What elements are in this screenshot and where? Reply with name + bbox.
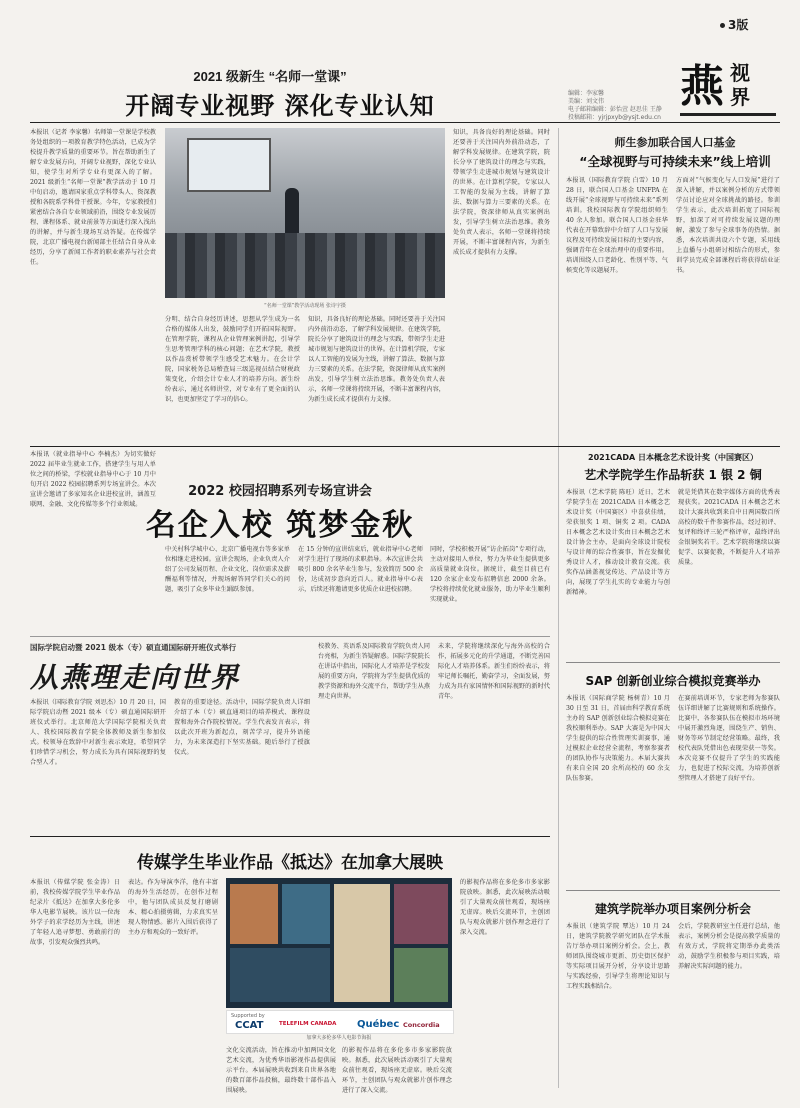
article3-kicker: 2021CADA 日本概念艺术设计奖（中国赛区） bbox=[588, 453, 758, 462]
article7-col5: 的影视作品将在多伦多市多家影院放映。据悉，此次展映活动吸引了大量观众前往观看，现场座无虚席。映后交流环节，主创团队与观众就影片创作理念进行了深入交流。 bbox=[460, 879, 550, 936]
poster-tile-4 bbox=[394, 884, 448, 944]
article8-col1: 本报讯（建筑学院 覃达）10 月 24 日，建筑学院教学研究团队在学术报告厅举办项目案例分析会。会上，教师团队围绕城市更新、历史街区保护等实际项目展开分析，分享设计思路与实践经验，引导学生将理论知识与工程实践相结合。 bbox=[566, 923, 670, 990]
poster-tile-3 bbox=[334, 884, 390, 1002]
lower-rule bbox=[30, 836, 550, 837]
email-line: 电子邮箱编辑：彭怡萱 赵思佳 王静 bbox=[568, 106, 662, 113]
article2-col1: 本报讯（国际教育学院 白雪）10 月 28 日，联合国人口基金 UNFPA 在线开展“全球视野与可持续未来”系列培训。我校国际教育学院组织师生 40 余人参加。联合国人口基金驻华代表在开幕致辞中介绍了人口与发展议程及可持续发展目标的主要内容，强调青年在全球治理中的重要作用。培训围绕人口老龄化、性别平等、气候变化等议题展开。 bbox=[566, 177, 668, 274]
right-column-divider bbox=[558, 128, 559, 1088]
editor-line: 编辑：李家馨 bbox=[568, 90, 605, 97]
article5-col4: 未来，学院将继续深化与海外高校的合作，拓展多元化的升学通道，不断完善国际化人才培养体系。新生们纷纷表示，将牢记师长嘱托，勤奋学习，全面发展，努力成为具有家国情怀和国际视野的新时代青年。 bbox=[438, 643, 550, 700]
masthead-char-2: 视 bbox=[730, 61, 750, 85]
article8-title: 建筑学院举办项目案例分析会 bbox=[594, 902, 751, 916]
article6-bottom-rule bbox=[566, 890, 780, 891]
article7-col4: 的影视作品将在多伦多市多家影院放映。据悉，此次展映活动吸引了大量观众前往观看，现场座无虚席。映后交流环节，主创团队与观众就影片创作理念进行了深入交流。 bbox=[342, 1047, 452, 1094]
mid-rule bbox=[30, 636, 550, 637]
poster-tile-2 bbox=[282, 884, 330, 944]
article3-col2: 就是凭借其在数字媒体方面的优秀表现获奖。2021CADA 日本概念艺术设计大赛共收到来自中日两国数百所高校的数千件参赛作品，经过初评、复评和终评三轮严格评审，最终评出金银铜奖若干。艺术学院将继续以赛促学、以赛促教，不断提升人才培养质量。 bbox=[678, 489, 780, 566]
sponsor-telefilm: TELEFILM CANADA bbox=[279, 1021, 337, 1027]
article6-kicker: SAP 创新创业综合模拟竞赛举办 bbox=[585, 674, 761, 688]
article6-col2: 在赛前培训环节，专家老师为参赛队伍详细讲解了比赛规则和系统操作。比赛中，各参赛队伍在模拟市场环境中展开激烈角逐，围绕生产、销售、财务等环节制定经营策略。最终，我校代表队凭借出色表现荣获一等奖。本次竞赛不仅提升了学生的实践能力，也促进了校际交流，为培养创新型管理人才搭建了良好平台。 bbox=[678, 695, 780, 782]
masthead-char-1: 燕 bbox=[680, 61, 724, 112]
article4-col2: 中关村科学城中心、北京广播电视台等多家单位相继走进校园。宣讲会现场，企业负责人介绍了公司发展历程、企业文化、岗位需求及薪酬福利等情况，并现场解答同学们关心的问题，吸引了众多毕业生踊跃参加。 bbox=[165, 546, 290, 593]
article2-title: “全球视野与可持续未来”线上培训 bbox=[579, 154, 771, 169]
masthead-char-3: 界 bbox=[730, 85, 750, 109]
article1-col3b: 知识，具备良好的理论基础。同时还要善于关注国内外前沿动态，了解学科发展规律。在建筑学院，院长分享了建筑设计的理念与实践，带领学生走进城市规划与建筑设计的世界。在计算机学院，专家以人工智能的发展为主线，讲解了算法、数据与算力三要素的关系。在法学院，资深律师从真实案例出发，引导学生树立法治思维。教务处负责人表示，名师一堂课将持续开展，不断丰富课程内容，为新生成长成才提供有力支撑。 bbox=[453, 129, 550, 256]
page-number: 3版 bbox=[720, 16, 748, 33]
article1-kicker: 2021 级新生 “名师一堂课” bbox=[193, 69, 347, 84]
article5-col1: 本报讯（国际教育学院 刘思杰）10 月 20 日，国际学院启动暨 2021 级本（专）硕直通国际研开班仪式举行。北京师范大学国际学院相关负责人、我校国际教育学院全体教师及新生参加仪式。校领导在致辞中对新生表示欢迎，希望同学们珍惜学习机会，努力成长为具有国际视野的复合型人才。 bbox=[30, 699, 166, 766]
poster-caption: 加拿大多伦多华人电影节海报 bbox=[306, 1035, 372, 1041]
article7-col1: 本报讯（传媒学院 张金涛）日前，我校传媒学院学生毕业作品纪录片《抵达》在加拿大多伦多华人电影节展映。该片以一位海外学子的求学经历为主线，讲述了年轻人追寻梦想、勇敢前行的故事，引发观众强烈共鸣。 bbox=[30, 879, 120, 946]
article1-col3: 知识，具备良好的理论基础。同时还要善于关注国内外前沿动态，了解学科发展规律。在建筑学院，院长分享了建筑设计的理念与实践，带领学生走进城市规划与建筑设计的世界。在计算机学院，专家以人工智能的发展为主线，讲解了算法、数据与算力三要素的关系。在法学院，资深律师从真实案例出发，引导学生树立法治思维。教务处负责人表示，名师一堂课将持续开展，不断丰富课程内容，为新生成长成才提供有力支撑。 bbox=[308, 316, 445, 403]
article7-col2: 表达。作为导演李洋，他有丰富的海外生活经历，在创作过程中，他与团队成员反复打磨剧本、精心拍摄剪辑，力求真实呈现人物情感。影片入围后获得了主办方和观众的一致好评。 bbox=[128, 879, 218, 936]
poster-tile-6 bbox=[394, 948, 448, 1002]
article6-col1: 本报讯（国际商学院 杨树青）10 月 30 日至 31 日，首届由科学教育系统主办的 SAP 创新创业综合模拟竞赛在我校顺利举办。SAP 大赛是为中国大学生提供的综合性管理实训赛事，通过模拟企业经营全流程，考察参赛者的团队协作与决策能力。本届大赛共有来自全国 20 余所高校的 60 余支队伍参赛。 bbox=[566, 695, 670, 782]
article2-col2: 方面对“气候变化与人口发展”进行了深入讲解，并以案例分析的方式带领学员讨论应对全球挑战的路径。参训学生表示，此次培训拓宽了国际视野，加深了对可持续发展议题的理解，激发了参与全球事务的热情。据悉，本次培训共设六个专题，采用线上直播与小组研讨相结合的形式，参训学员完成全部课程后将获得结业证书。 bbox=[676, 177, 780, 274]
editor-box bbox=[568, 90, 678, 122]
article4-kicker: 2022 校园招聘系列专场宣讲会 bbox=[188, 484, 372, 499]
header-rule bbox=[30, 122, 780, 123]
festival-poster bbox=[226, 878, 452, 1008]
article5-col3: 校教务、英语系及国际教育学院负责人同台亮相，为新生答疑解惑。国际学院院长在讲话中指出，国际化人才培养是学校发展的重要方向，学院将为学生提供优质的教学资源和海外交流平台，帮助学生从燕理走向世界。 bbox=[318, 643, 430, 700]
sponsor-ccat: CCAT bbox=[235, 1020, 264, 1031]
sponsor-concordia: Concordia bbox=[403, 1021, 440, 1029]
article5-col2: 教育的重要途径。活动中，国际学院负责人详细介绍了本（专）硕直通项目的培养模式、课程设置和海外合作院校情况。学生代表发言表示，将以此次开班为新起点，刻苦学习，提升外语能力，为未来深造打下坚实基础。随后举行了授旗仪式。 bbox=[174, 699, 310, 756]
poster-tile-1 bbox=[230, 884, 278, 944]
article7-col3: 文化交流活动，旨在推动中加两国文化艺术交流，为优秀华语影视作品提供展示平台。本届展映共收到来自世界各地的数百部作品投稿，最终数十部作品入围展映。 bbox=[226, 1047, 336, 1094]
article3-title: 艺术学院学生作品斩获 1 银 2 铜 bbox=[584, 468, 762, 482]
article4-col3: 在 15 分钟的宣讲结束后，就业指导中心老师对学生进行了现场的求职指导。本次宣讲会共吸引 800 余名毕业生参与，发放简历 500 余份，达成初步意向近百人。就业指导中心表示，后续还将邀请更多优质企业进校招聘。 bbox=[298, 546, 423, 593]
article2-kicker: 师生参加联合国人口基金 bbox=[614, 136, 736, 149]
article5-title: 从燕理走向世界 bbox=[30, 661, 241, 694]
poster-tile-5 bbox=[230, 948, 330, 1002]
proof-line: 美编：刘文伟 bbox=[568, 98, 605, 105]
contact-line: 投稿邮箱：yjrjpxyb@ysjt.edu.cn bbox=[568, 114, 661, 121]
article4-col1: 本报讯（就业指导中心 李楠杰）为切实做好 2022 届毕业生就业工作，搭建学生与用人单位之间的桥梁，学校就业指导中心于 10 月中旬开启 2022 校园招聘系列专场宣讲会。本次宣讲会邀请了多家知名企业进校宣讲，涵盖互联网、金融、文化传媒等多个行业领域。 bbox=[30, 451, 156, 508]
article5-kicker: 国际学院启动暨 2021 级本（专）硕直通国际研开班仪式举行 bbox=[30, 643, 237, 652]
lecturer-figure bbox=[285, 188, 299, 233]
sponsor-bar bbox=[226, 1010, 454, 1034]
sponsor-quebec: Québec bbox=[357, 1019, 400, 1030]
masthead-underline bbox=[680, 113, 776, 116]
article4-col4: 同时，学校积极开展“访企拓岗”专项行动，主动对接用人单位，努力为毕业生提供更多高质量就业岗位。据统计，截至目前已有 120 余家企业发布招聘信息 2000 余条。学校将持续优化就业服务，助力毕业生顺利实现就业。 bbox=[430, 546, 550, 603]
article1-col2: 分明、结合自身经历讲述，思想从学生成为一名合格的媒体人出发，鼓励同学们开拓国际视野。在管理学院，课程从企业管理案例讲起，引导学生思考管理学科的核心问题；在艺术学院，教授以作品赏析带领学生感受艺术魅力。在会计学院，国家税务总局稽查局三级巡视员结合财税政策变化，介绍会计专业人才的培养方向。新生纷纷表示，通过名师讲堂，对专业有了更全面的认识，也更加坚定了学习的信心。 bbox=[165, 316, 300, 403]
article3-bottom-rule bbox=[566, 662, 780, 663]
article1-bottom-rule bbox=[30, 446, 780, 447]
article4-title: 名企入校 筑梦金秋 bbox=[145, 508, 415, 543]
audience-rows bbox=[165, 233, 445, 298]
article1-col1: 本报讯（记者 李家馨）名师第一堂课是学校教务处组织的一项教育教学特色活动，已成为学校提升教学质量的重要环节。旨在帮助新生了解专业发展方向，开阔专业视野，深化专业认知，使学生对所学专业有更深入的了解。2021 级新生“名师一堂课”教学活动于 10 月中旬启动，邀请国家重点学科带头人、资深教授和各院系学科骨干授课。今年，专家教授们紧密结合各自专业领域前沿，围绕专业发展历程、课程体系、就业前景等方面进行深入浅出的讲解，并与新生现场互动答疑。在传媒学院，北京广播电视台新闻部主任结合自身从业经历，分享了新闻工作者的职业素养与社会责任。 bbox=[30, 129, 156, 266]
article3-col1: 本报讯（艺术学院 陈旺）近日，艺术学院学生在 2021CADA 日本概念艺术设计奖（中国赛区）中喜获佳绩，荣获银奖 1 项、铜奖 2 项。CADA 日本概念艺术设计奖由日本概念艺术设计协会主办，是面向全球设计院校与设计师的综合性赛事，旨在发掘优秀设计人才，推动设计教育交流。获奖作品涵盖视觉传达、产品设计等方向，展现了学生扎实的专业能力与创新精神。 bbox=[566, 489, 670, 596]
article1-photo bbox=[165, 128, 445, 298]
sponsors-label: Supported by bbox=[231, 1013, 265, 1019]
article8-col2: 会后，学院教研室主任进行总结，他表示，案例分析会是提高教学质量的有效方式，学院将定期举办此类活动，鼓励学生积极参与项目实践，培养解决实际问题的能力。 bbox=[678, 923, 780, 970]
article1-title: 开阔专业视野 深化专业认知 bbox=[125, 92, 435, 120]
article1-photo-caption: “名师一堂课”教学活动现场 张诗宇摄 bbox=[264, 303, 346, 309]
classroom-screen bbox=[187, 138, 271, 192]
article7-title: 传媒学生毕业作品《抵达》在加拿大展映 bbox=[137, 853, 443, 873]
masthead bbox=[680, 60, 780, 118]
